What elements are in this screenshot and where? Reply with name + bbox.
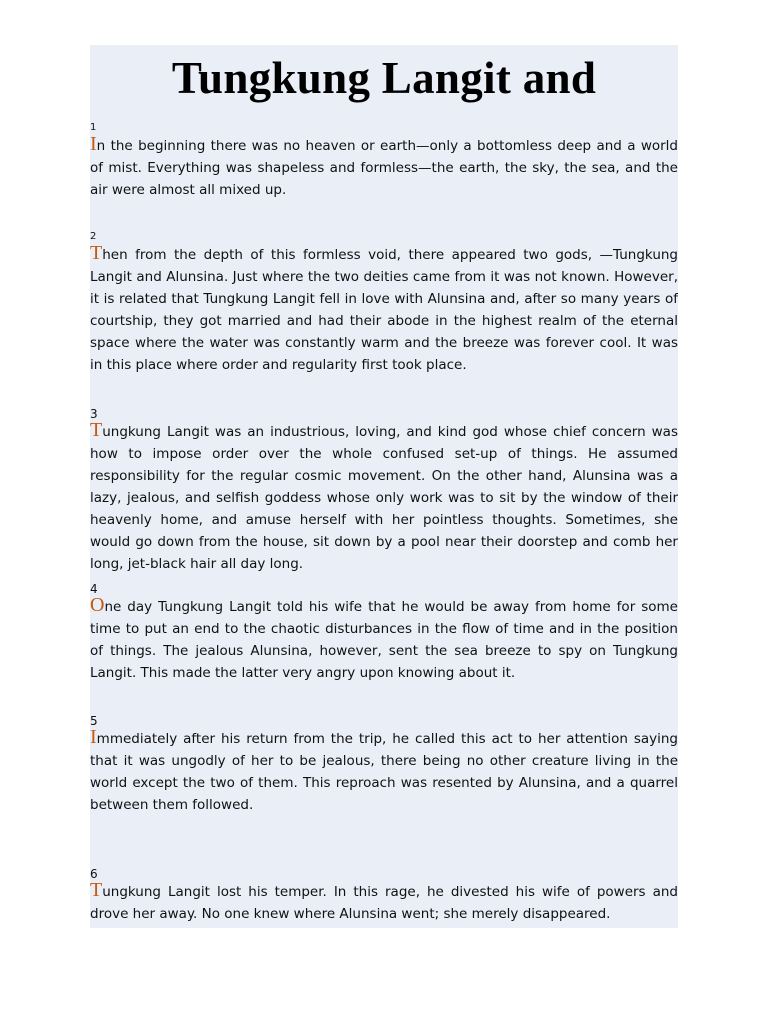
paragraph-2 bbox=[90, 230, 678, 376]
paragraph-number: 4 bbox=[90, 582, 98, 596]
paragraph-5 bbox=[90, 714, 678, 816]
document-page bbox=[90, 45, 678, 928]
paragraph-text bbox=[90, 881, 678, 925]
paragraph-initial: I bbox=[90, 133, 97, 155]
paragraph-body: ungkung Langit was an industrious, loving, and kind god whose chief concern was how to impose order over the whole confused set-up of things. He assumed responsibility for the regular cosmic movement. On the other hand, Alunsina was a lazy, jealous, and selfish goddess whose only work was to sit by the window of their heavenly home, and amuse herself with her pointless thoughts. Sometimes, she would go down from the house, sit down by a pool near their doorstep and comb her long, jet-black hair all day long. bbox=[90, 424, 678, 572]
paragraph-initial: T bbox=[90, 242, 103, 264]
paragraph-body: ungkung Langit lost his temper. In this rage, he divested his wife of powers and drove her away. No one knew where Alunsina went; she merely disappeared. bbox=[90, 884, 678, 922]
paragraph-number: 3 bbox=[90, 407, 98, 421]
paragraph-text bbox=[90, 728, 678, 816]
paragraph-body: ne day Tungkung Langit told his wife that he would be away from home for some time to put an end to the chaotic disturbances in the flow of time and in the position of things. The jealous Alunsina, however, sent the sea breeze to spy on Tungkung Langit. This made the latter very angry upon knowing about it. bbox=[90, 599, 678, 681]
paragraph-initial: T bbox=[90, 419, 103, 441]
paragraph-initial: I bbox=[90, 726, 97, 748]
paragraph-initial: O bbox=[90, 594, 105, 616]
document-title: Tungkung Langit and bbox=[171, 53, 597, 103]
paragraph-text bbox=[90, 596, 678, 684]
title-area bbox=[90, 45, 678, 121]
paragraph-initial: T bbox=[90, 879, 103, 901]
paragraph-number: 6 bbox=[90, 867, 98, 881]
paragraph-3 bbox=[90, 407, 678, 575]
paragraph-number: 5 bbox=[90, 714, 98, 728]
paragraph-text bbox=[90, 244, 678, 376]
paragraph-body: hen from the depth of this formless void, there appeared two gods, —Tungkung Langit and Alunsina. Just where the two deities came from it was not known. However, it is related that Tungkung Langit fell in love with Alunsina and, after so many years of courtship, they got married and had their abode in the highest realm of the eternal space where the water was constantly warm and the breeze was forever cool. It was in this place where order and regularity first took place. bbox=[90, 247, 678, 373]
paragraph-number: 2 bbox=[90, 231, 97, 242]
paragraph-text bbox=[90, 421, 678, 575]
paragraph-body: n the beginning there was no heaven or earth—only a bottomless deep and a world of mist. Everything was shapeless and formless—the earth, the sky, the sea, and the air were almost all mixed up. bbox=[90, 138, 678, 198]
paragraph-text bbox=[90, 135, 678, 201]
paragraph-1 bbox=[90, 121, 678, 201]
paragraph-body: mmediately after his return from the trip, he called this act to her attention saying that it was ungodly of her to be jealous, there being no other creature living in the world except the two of them. This reproach was resented by Alunsina, and a quarrel between them followed. bbox=[90, 731, 678, 813]
paragraph-4 bbox=[90, 582, 678, 684]
paragraph-number: 1 bbox=[90, 122, 97, 133]
paragraph-6 bbox=[90, 867, 678, 925]
